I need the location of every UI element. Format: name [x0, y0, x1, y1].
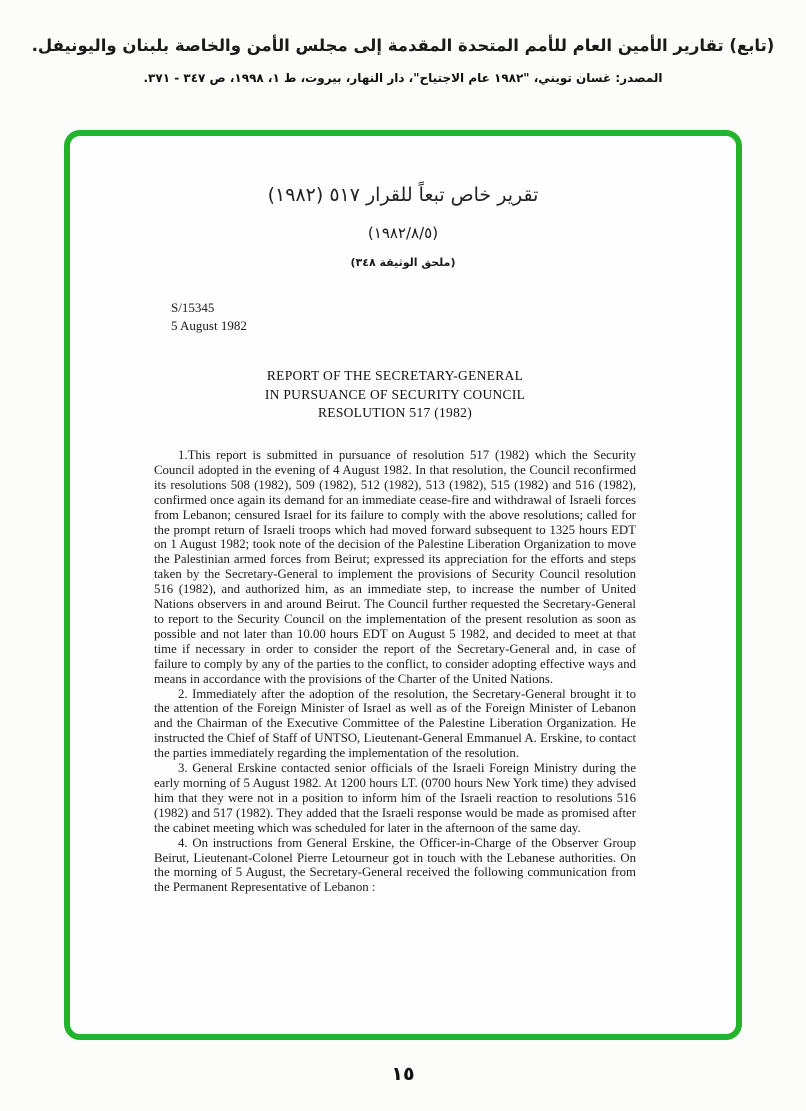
report-annex-note: (ملحق الوثيقة ٣٤٨) — [350, 256, 456, 269]
report-arabic-date: (١٩٨٢/٨/٥) — [367, 224, 439, 242]
report-title-line-2: IN PURSUANCE OF SECURITY COUNCIL — [264, 386, 526, 402]
document-frame — [64, 130, 742, 1040]
paragraph-3: 3. General Erskine contacted senior officials of the Israeli Foreign Ministry during the early morning of 5 August 1982. At 1200 hours LT. (0700 hours New York time) they advised him that they were not in a position to inform him of the Israeli reaction to resolutions 516 (1982) and 517 (1982). They added that the Israeli response would be made as promised after the cabinet meeting which was scheduled for later in the afternoon of the same day. — [154, 761, 636, 835]
paragraph-4: 4. On instructions from General Erskine, the Officer-in-Charge of the Observer Group Beirut, Lieutenant-Colonel Pierre Letourneur got in touch with the Lebanese authorities. On the morning of 5 August, the Secretary-General received the following communication from the Permanent Representative of Lebanon : — [154, 835, 636, 895]
report-title-line-3: RESOLUTION 517 (1982) — [317, 404, 473, 420]
report-paragraphs — [154, 448, 636, 895]
header-arabic-title: (تابع) تقارير الأمين العام للأمم المتحدة المقدمة إلى مجلس الأمن والخاصة بلبنان واليونيفل. — [31, 36, 775, 55]
page-header — [0, 0, 806, 85]
report-arabic-title: تقرير خاص تبعاً للقرار ٥١٧ (١٩٨٢) — [267, 184, 539, 206]
report-title-line-1: REPORT OF THE SECRETARY-GENERAL — [266, 368, 524, 384]
header-source-note: المصدر: غسان تويني، "١٩٨٢ عام الاجتياح"، دار النهار، بيروت، ط ١، ١٩٩٨، ص ٣٤٧ - ٣٧١. — [143, 71, 663, 85]
document-symbol: S/15345 — [171, 300, 215, 315]
page-number: ١٥ — [391, 1063, 415, 1085]
paragraph-1: 1.This report is submitted in pursuance of resolution 517 (1982) which the Security Council adopted in the evening of 4 August 1982. In that resolution, the Council reconfirmed its resolutions 508 (1982), 509 (1982), 512 (1982), 513 (1982), 515 (1982) and 516 (1982), confirmed once again its demand for an immediate cease-fire and withdrawal of Israeli forces from Lebanon; censured Israel for its failure to comply with the above resolutions; called for the prompt return of Israeli troops which had moved forward subsequent to 1325 hours EDT on 1 August 1982; took note of the decision of the Palestine Liberation Organization to move the Palestinian armed forces from Beirut; expressed its appreciation for the efforts and steps taken by the Secretary-General to implement the provisions of Security Council resolution 516 (1982), and authorized him, as an immediate step, to increase the number of United Nations observers in and around Beirut. The Council further requested the Secretary-General to report to the Security Council on the implementation of the present resolution as soon as possible and not later than 10.00 hours EDT on August 5 1982, and decided to meet at that time if necessary in order to consider the report of the Secretary-General and, in case of failure to comply by any of the parties to the conflict, to consider adopting effective ways and means in accordance with the provisions of the Charter of the United Nations. — [154, 448, 636, 686]
document-meta — [171, 299, 736, 335]
document-body-column — [154, 367, 636, 895]
paragraph-2: 2. Immediately after the adoption of the resolution, the Secretary-General brought it to the attention of the Foreign Minister of Israel as well as of the Foreign Minister of Lebanon and the Chairman of the Executive Committee of the Palestine Liberation Organization. He instructed the Chief of Staff of UNTSO, Lieutenant-General Emmanuel A. Erskine, to contact the parties immediately regarding the implementation of the resolution. — [154, 686, 636, 761]
arabic-title-block — [70, 184, 736, 269]
report-title — [154, 367, 636, 422]
document-date: 5 August 1982 — [171, 318, 247, 334]
